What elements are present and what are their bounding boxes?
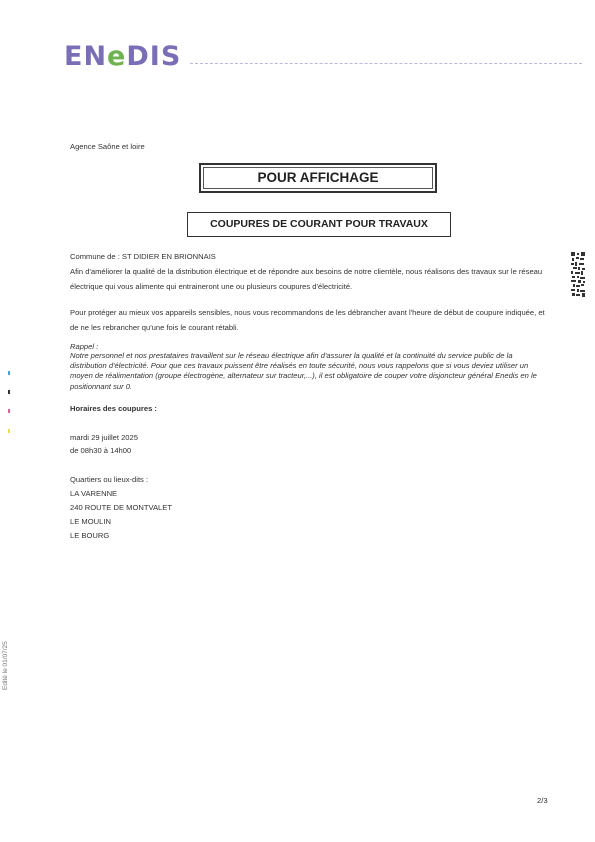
header-divider — [190, 63, 582, 64]
advice-paragraph: Pour protéger au mieux vos appareils sensibles, nous vous recommandons de les débrancher avant l'heure de début de coupure indiquée, et de ne les rebrancher qu'une fois le courant rétabli. — [70, 308, 545, 332]
logo-part-1: EN — [64, 41, 108, 72]
enedis-logo — [64, 42, 181, 72]
logo-part-3: DIS — [126, 41, 182, 72]
schedule-heading: Horaires des coupures : — [70, 404, 157, 413]
page-subtitle: COUPURES DE COURANT POUR TRAVAUX — [210, 218, 428, 230]
qr-code — [571, 252, 585, 298]
printer-mark-black — [8, 390, 10, 394]
reminder-text: Notre personnel et nos prestataires travaillent sur le réseau électrique afin d'assurer la qualité et la continuité du service public de la distribution d'électricité. Pour que ces travaux puissent être réalisés en toute sécurité, nous vous rappelons que si vous deviez utiliser un moyen de réalimentation (groupe électrogène, alternateur sur tracteur,...), il est obligatoire de couper votre disjoncteur général Enedis en le positionnant sur 0. — [70, 351, 537, 391]
place-item: 240 ROUTE DE MONTVALET — [70, 503, 172, 512]
page-number: 2/3 — [537, 796, 548, 805]
place-item: LE BOURG — [70, 531, 110, 540]
printer-mark-magenta — [8, 409, 10, 413]
outage-time: de 08h30 à 14h00 — [70, 446, 132, 455]
intro-paragraph: Afin d'améliorer la qualité de la distribution électrique et de répondre aux besoins de notre clientèle, nous réalisons des travaux sur le réseau électrique qui vous alimente qui entraineront une ou plusieurs coupures d'électricité. — [70, 267, 543, 291]
places-heading: Quartiers ou lieux-dits : — [70, 475, 149, 484]
outage-date: mardi 29 juillet 2025 — [70, 433, 138, 442]
printer-mark-yellow — [8, 429, 10, 433]
printer-mark-cyan — [8, 371, 10, 375]
agency-name: Agence Saône et loire — [70, 142, 145, 151]
reminder-heading: Rappel : — [70, 342, 99, 351]
place-item: LE MOULIN — [70, 517, 111, 526]
side-print-text: Edité le 01/07/25 — [2, 641, 9, 690]
commune-line: Commune de : ST DIDIER EN BRIONNAIS — [70, 252, 216, 261]
place-item: LA VARENNE — [70, 489, 118, 498]
logo-part-2: e — [107, 41, 127, 72]
page-title: POUR AFFICHAGE — [257, 170, 379, 185]
